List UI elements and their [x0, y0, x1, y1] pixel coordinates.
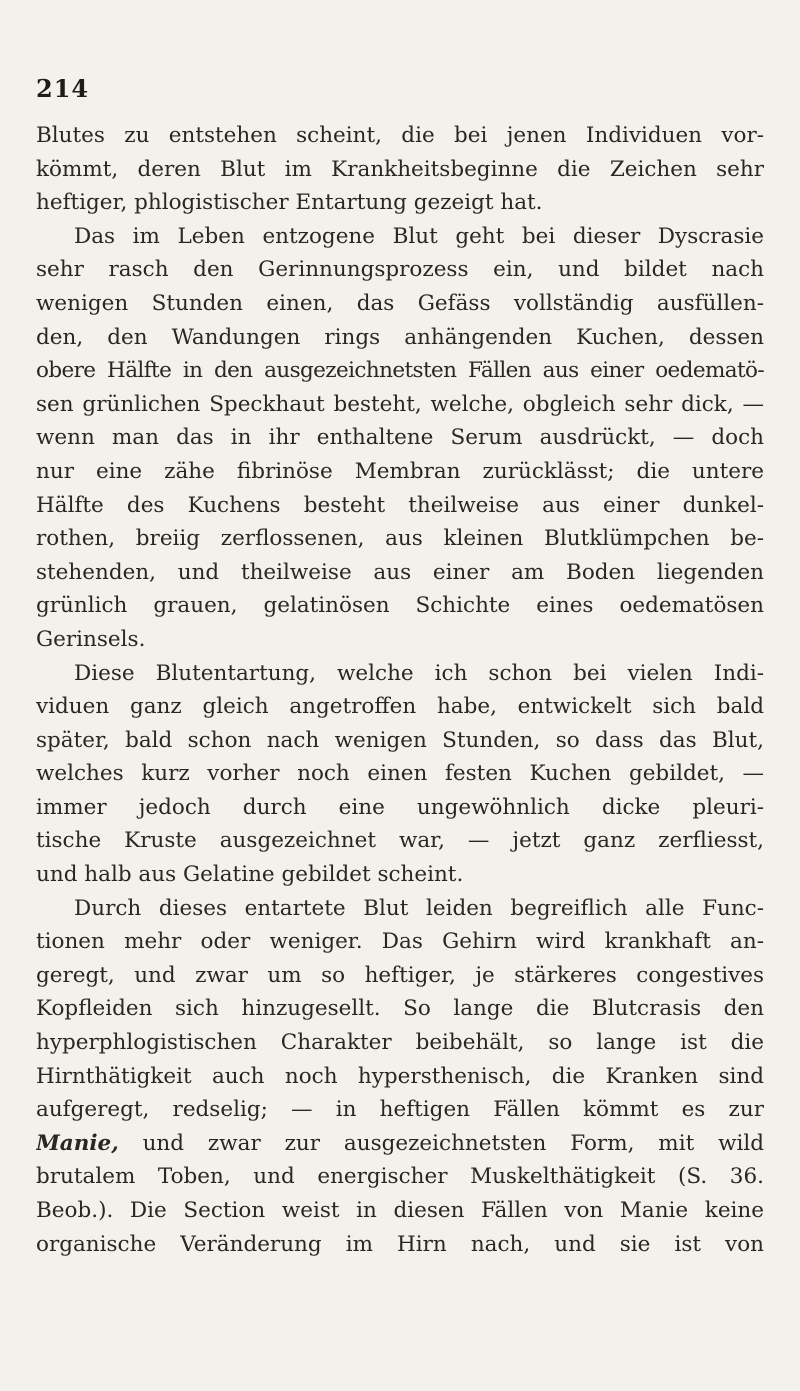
text-line-rest: und zwar zur ausgezeichnetsten Form, mit wild: [142, 1130, 764, 1156]
text-line: viduen ganz gleich angetroffen habe, entwickelt sich bald: [36, 694, 764, 720]
text-line: immer jedoch durch eine ungewöhnlich dicke pleuri-: [36, 794, 764, 820]
text-line: aufgeregt, redselig; — in heftigen Fällen kömmt es zur: [36, 1097, 764, 1123]
text-line: Gerinsels.: [36, 626, 146, 652]
text-line: stehenden, und theilweise aus einer am Boden liegenden: [36, 559, 764, 585]
text-line: und halb aus Gelatine gebildet scheint.: [36, 862, 464, 888]
text-line: tionen mehr oder weniger. Das Gehirn wird krankhaft an-: [36, 929, 764, 955]
emphasis-manie: Manie,: [36, 1130, 119, 1156]
text-line: Blutes zu entstehen scheint, die bei jenen Individuen vor-: [36, 123, 764, 148]
text-line: wenn man das in ihr enthaltene Serum ausdrückt, — doch: [36, 425, 764, 451]
text-line: organische Veränderung im Hirn nach, und sie ist von: [36, 1231, 764, 1257]
text-line: Diese Blutentartung, welche ich schon bei vielen Indi-: [74, 660, 764, 686]
text-line: wenigen Stunden einen, das Gefäss vollständig ausfüllen-: [36, 290, 764, 316]
body-text: [36, 119, 764, 1261]
page-number: 214: [36, 74, 90, 103]
text-line: sehr rasch den Gerinnungsprozess ein, und bildet nach: [36, 257, 764, 283]
text-line: Beob.). Die Section weist in diesen Fällen von Manie keine: [36, 1198, 764, 1223]
text-line: geregt, und zwar um so heftiger, je stärkeres congestives: [36, 962, 764, 988]
text-line: nur eine zähe fibrinöse Membran zurücklässt; die untere: [36, 458, 764, 484]
text-line: später, bald schon nach wenigen Stunden, so dass das Blut,: [36, 727, 764, 753]
text-line: Kopfleiden sich hinzugesellt. So lange die Blutcrasis den: [36, 996, 764, 1022]
text-line: hyperphlogistischen Charakter beibehält, so lange ist die: [36, 1030, 764, 1056]
text-line: Hirnthätigkeit auch noch hypersthenisch, die Kranken sind: [36, 1063, 764, 1089]
text-line: sen grünlichen Speckhaut besteht, welche, obgleich sehr dick, —: [36, 391, 764, 417]
text-line: obere Hälfte in den ausgezeichnetsten Fällen aus einer oedematö-: [36, 358, 764, 384]
text-line: brutalem Toben, und energischer Muskelthätigkeit (S. 36.: [36, 1164, 764, 1190]
text-line: Durch dieses entartete Blut leiden begreiflich alle Func-: [74, 895, 764, 921]
text-line: tische Kruste ausgezeichnet war, — jetzt ganz zerfliesst,: [36, 828, 764, 854]
text-line: rothen, breiig zerflossenen, aus kleinen Blutklümpchen be-: [36, 526, 764, 552]
text-line: kömmt, deren Blut im Krankheitsbeginne die Zeichen sehr: [36, 156, 764, 182]
text-line: heftiger, phlogistischer Entartung gezeigt hat.: [36, 190, 543, 216]
text-line: Hälfte des Kuchens besteht theilweise aus einer dunkel-: [36, 492, 764, 518]
text-line: Das im Leben entzogene Blut geht bei dieser Dyscrasie: [74, 223, 764, 249]
text-line: grünlich grauen, gelatinösen Schichte eines oedematösen: [36, 593, 764, 619]
text-line-with-emphasis: [36, 1127, 764, 1161]
text-line: den, den Wandungen rings anhängenden Kuchen, dessen: [36, 324, 764, 350]
text-line: welches kurz vorher noch einen festen Kuchen gebildet, —: [36, 761, 764, 787]
